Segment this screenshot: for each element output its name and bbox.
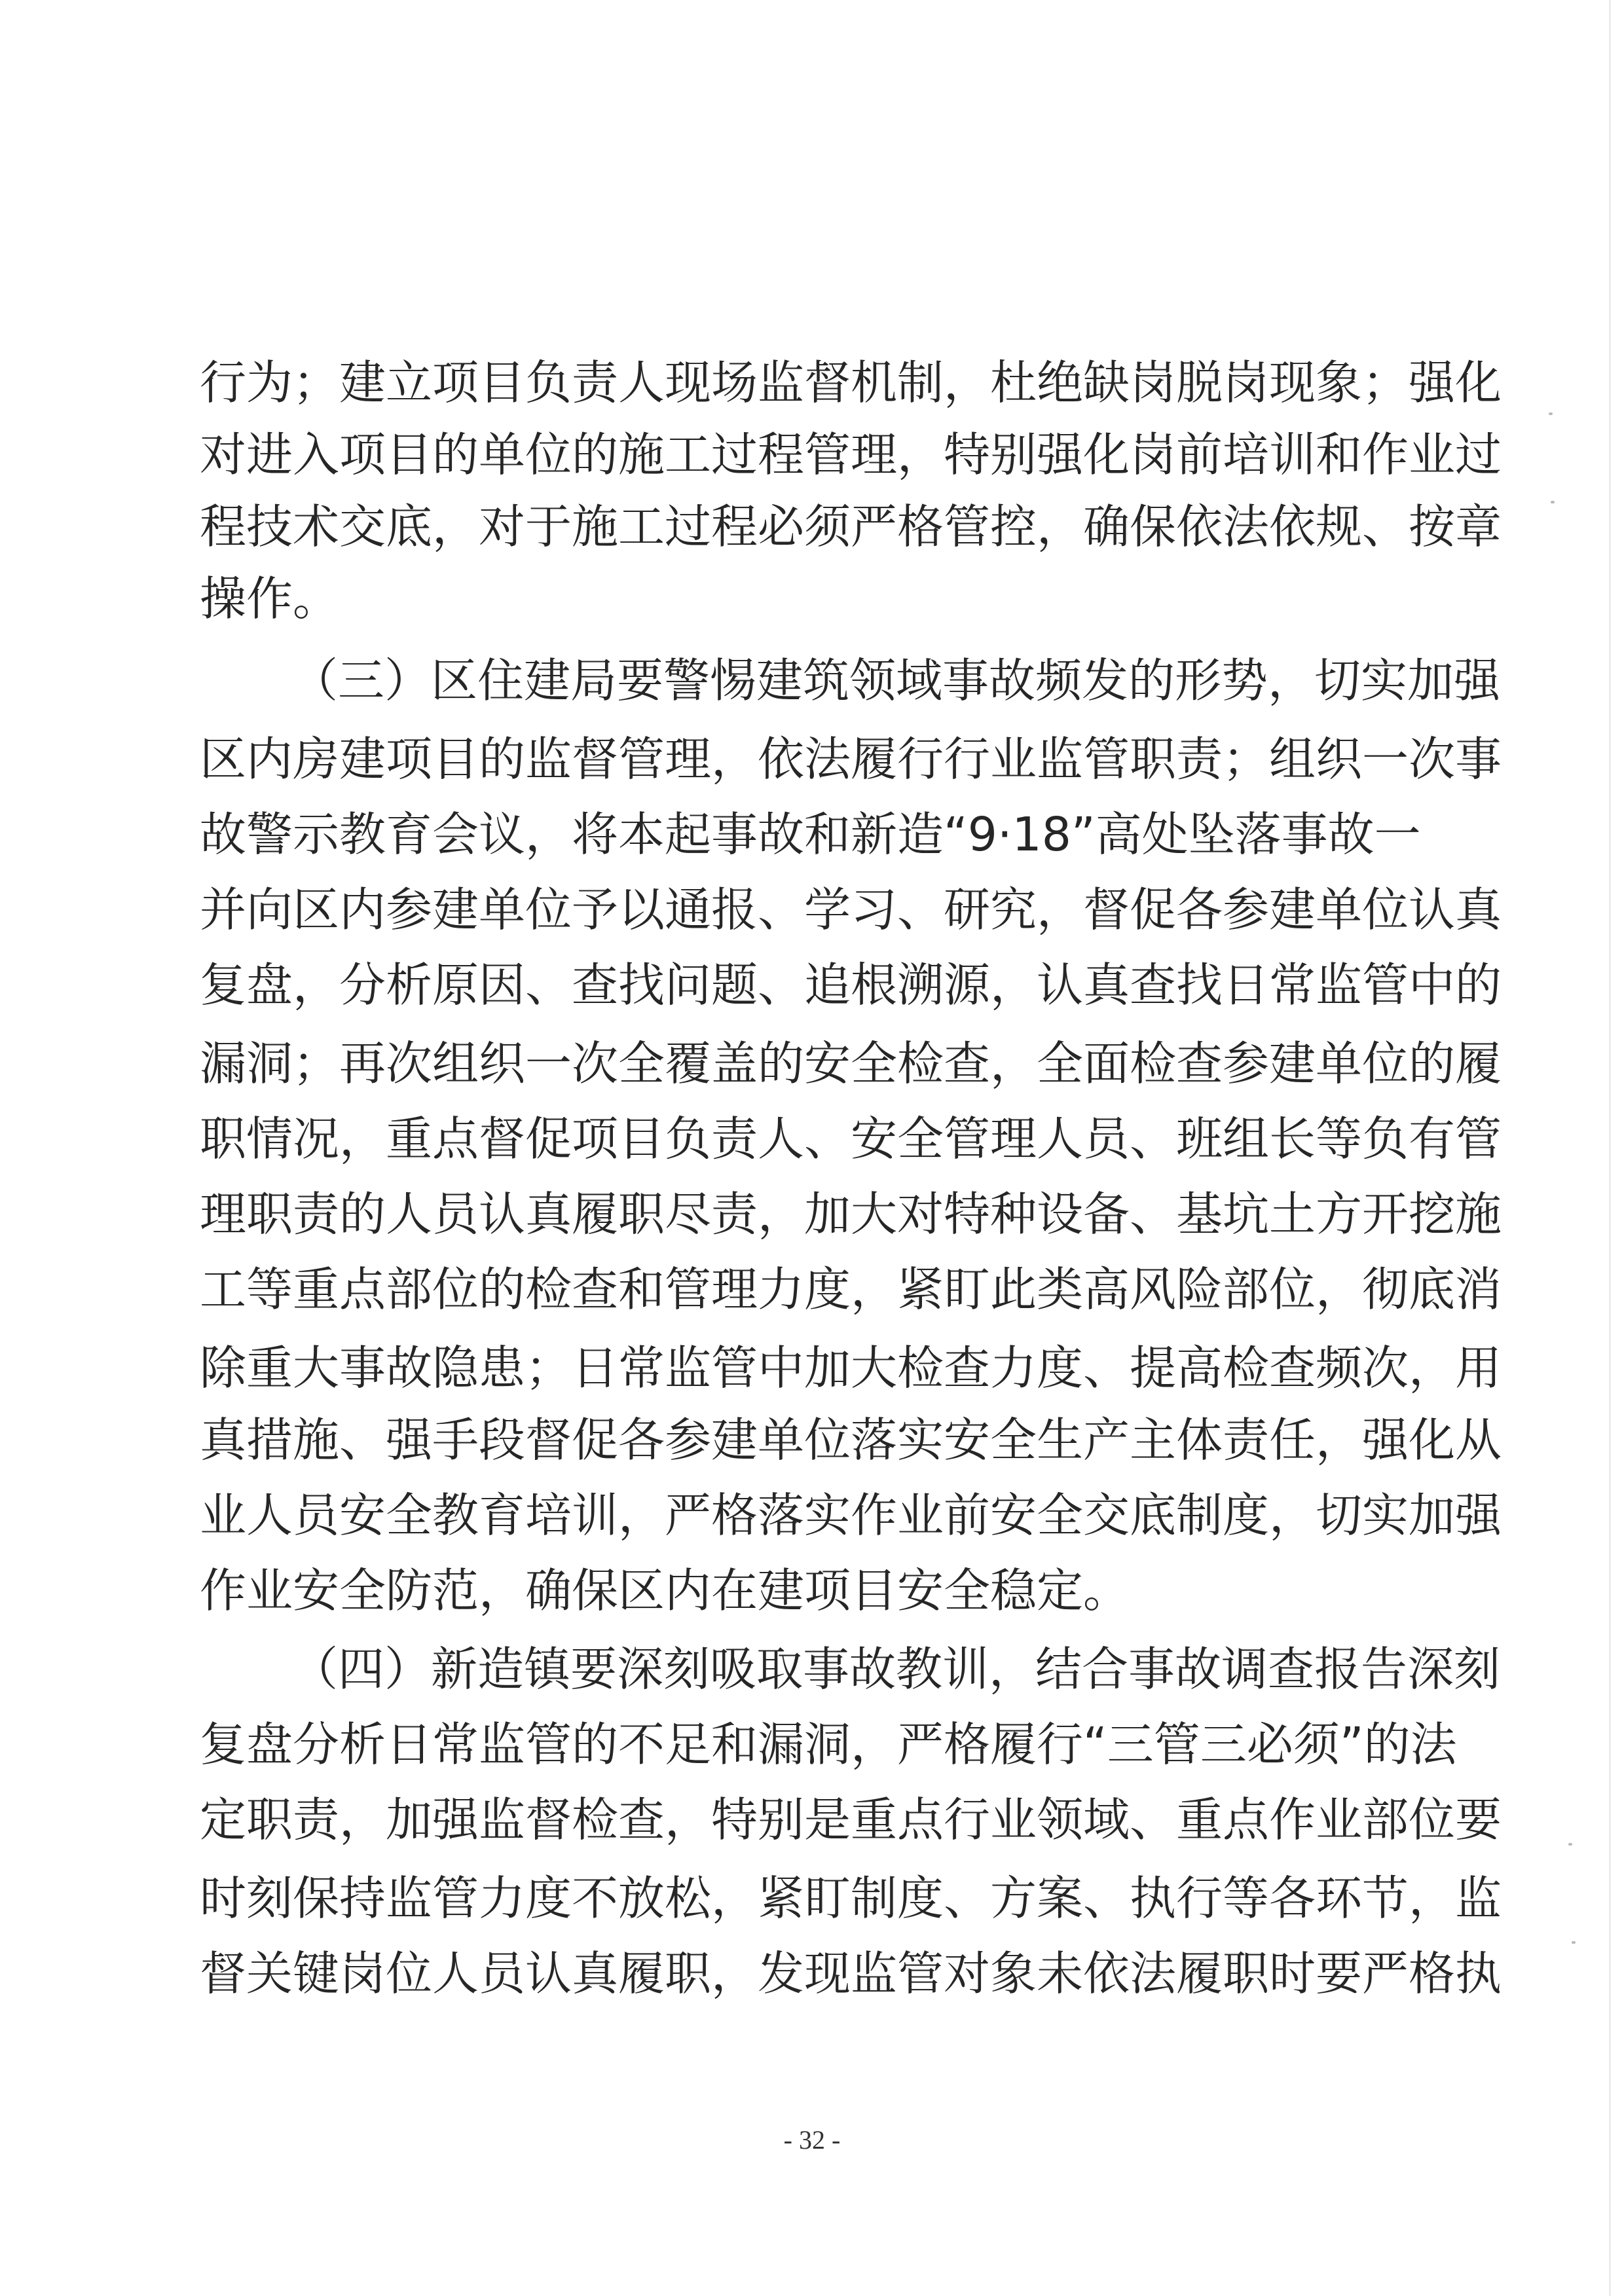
text-line: 复盘，分析原因、查找问题、追根溯源，认真查找日常监管中的	[200, 958, 1502, 1012]
text-line: 并向区内参建单位予以通报、学习、研究，督促各参建单位认真	[200, 883, 1502, 937]
text-line: 行为；建立项目负责人现场监督机制，杜绝缺岗脱岗现象；强化	[200, 355, 1502, 410]
text-line: 操作。	[200, 572, 340, 626]
text-line: 程技术交底，对于施工过程必须严格管控，确保依法依规、按章	[200, 500, 1502, 554]
text-line: 真措施、强手段督促各参建单位落实安全生产主体责任，强化从	[200, 1413, 1502, 1467]
text-line: 漏洞；再次组织一次全覆盖的安全检查，全面检查参建单位的履	[200, 1036, 1502, 1091]
page-number: - 32 -	[783, 2125, 841, 2155]
text-line: 作业安全防范，确保区内在建项目安全稳定。	[200, 1563, 1130, 1618]
text-line: 复盘分析日常监管的不足和漏洞，严格履行“三管三必须”的法	[200, 1717, 1457, 1772]
text-line: 对进入项目的单位的施工过程管理，特别强化岗前培训和作业过	[200, 428, 1502, 482]
text-line: 定职责，加强监督检查，特别是重点行业领域、重点作业部位要	[200, 1793, 1502, 1847]
section-3-heading-line: （三）区住建局要警惕建筑领域事故频发的形势，切实加强	[291, 653, 1501, 708]
text-line: 职情况，重点督促项目负责人、安全管理人员、班组长等负有管	[200, 1112, 1502, 1166]
text-line: 时刻保持监管力度不放松，紧盯制度、方案、执行等各环节，监	[200, 1871, 1502, 1925]
text-line: 业人员安全教育培训，严格落实作业前安全交底制度，切实加强	[200, 1488, 1502, 1542]
text-line: 工等重点部位的检查和管理力度，紧盯此类高风险部位，彻底消	[200, 1262, 1502, 1317]
text-line: 督关键岗位人员认真履职，发现监管对象未依法履职时要严格执	[200, 1946, 1502, 2001]
scan-edge-shadow	[1609, 0, 1611, 2296]
scan-speck	[1568, 1843, 1572, 1846]
text-line: 故警示教育会议，将本起事故和新造“9·18”高处坠落事故一	[200, 807, 1421, 862]
section-4-heading-line: （四）新造镇要深刻吸取事故教训，结合事故调查报告深刻	[291, 1642, 1501, 1696]
text-line: 除重大事故隐患；日常监管中加大检查力度、提高检查频次，用	[200, 1341, 1502, 1395]
text-line: 区内房建项目的监督管理，依法履行行业监管职责；组织一次事	[200, 732, 1502, 786]
scan-speck	[1572, 1941, 1576, 1944]
text-line: 理职责的人员认真履职尽责，加大对特种设备、基坑土方开挖施	[200, 1187, 1502, 1241]
scan-speck	[1549, 412, 1553, 415]
scan-speck	[1551, 501, 1555, 503]
